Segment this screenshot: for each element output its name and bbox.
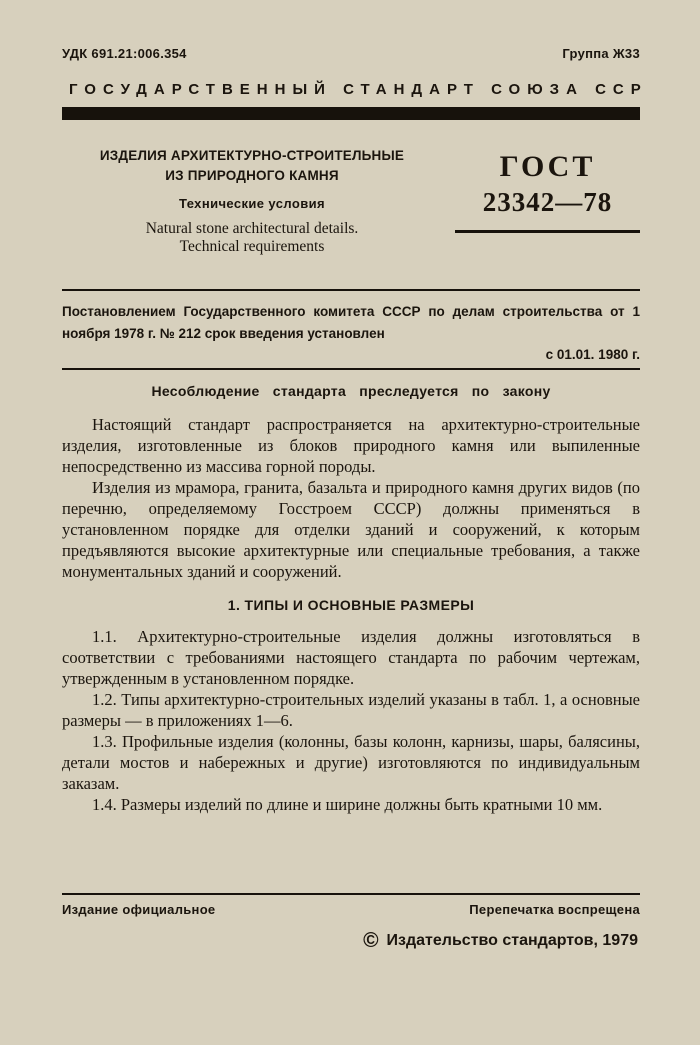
intro-paragraph: Изделия из мрамора, гранита, базальта и природного камня других видов (по перечню, определяемому Госстроем СССР) должны применяться в установленном порядке для отделки зданий и сооружений, к которым предъявляются высокие архитектурные или специальные требования, а также монументальных зданий и сооружений. [62, 477, 640, 581]
title-line-1: ИЗДЕЛИЯ АРХИТЕКТУРНО-СТРОИТЕЛЬНЫЕ [99, 148, 405, 163]
section-1-heading: 1. ТИПЫ И ОСНОВНЫЕ РАЗМЕРЫ [227, 596, 475, 613]
page-footer [62, 893, 640, 953]
divider-top [62, 289, 640, 291]
title-row [62, 146, 640, 257]
intro-section [62, 414, 640, 582]
footer-row [62, 902, 640, 917]
copyright-line [62, 929, 640, 953]
gost-designation-block [455, 146, 640, 233]
section-item: 1.1. Архитектурно-строительные изделия должны изготовляться в соответствии с требованиями настоящего стандарта по рабочим чертежам, утвержденным в установленном порядке. [62, 626, 640, 688]
reprint-notice: Перепечатка воспрещена [469, 902, 640, 917]
group-label: Группа Ж33 [562, 46, 640, 61]
udk-label: УДК 691.21:006.354 [62, 46, 187, 61]
header-bar [62, 107, 640, 120]
title-en-line-1: Natural stone architectural details. [145, 219, 359, 237]
intro-paragraph: Настоящий стандарт распространяется на архитектурно-строительные изделия, изготовленные из блоков природного камня или выпиленные непосредственно из массива горной породы. [62, 414, 640, 476]
meta-row [62, 46, 640, 61]
divider-mid [62, 368, 640, 370]
gost-label: ГОСТ [499, 150, 596, 183]
gost-number: 23342—78 [482, 187, 613, 217]
section-item: 1.3. Профильные изделия (колонны, базы колонн, карнизы, шары, балясины, детали мостов и набережных и другие) изготовляются по индивидуальным заказам. [62, 731, 640, 793]
title-en-line-2: Technical requirements [179, 238, 325, 256]
section-1-body [62, 626, 640, 815]
standard-header: ГОСУДАРСТВЕННЫЙ СТАНДАРТ СОЮЗА ССР [69, 81, 648, 98]
decree-text: Постановлением Государственного комитета СССР по делам строительства от 1 ноября 1978 г. № 212 срок введения установлен [62, 304, 640, 341]
subtitle-ru: Технические условия [179, 195, 325, 211]
official-edition-label: Издание официальное [62, 902, 216, 917]
title-line-2: ИЗ ПРИРОДНОГО КАМНЯ [165, 168, 339, 184]
title-en [62, 220, 442, 258]
copyright-icon: © [363, 929, 379, 952]
section-item: 1.4. Размеры изделий по длине и ширине должны быть кратными 10 мм. [92, 794, 603, 814]
law-notice: Несоблюдение стандарта преследуется по закону [151, 382, 551, 399]
section-item: 1.2. Типы архитектурно-строительных изделий указаны в табл. 1, а основные размеры — в приложениях 1—6. [62, 689, 640, 730]
divider-footer [62, 893, 640, 895]
effective-date: с 01.01. 1980 г. [545, 346, 640, 362]
title-block [62, 146, 442, 257]
copyright-text: Издательство стандартов, 1979 [386, 932, 638, 949]
title-ru [62, 146, 442, 187]
